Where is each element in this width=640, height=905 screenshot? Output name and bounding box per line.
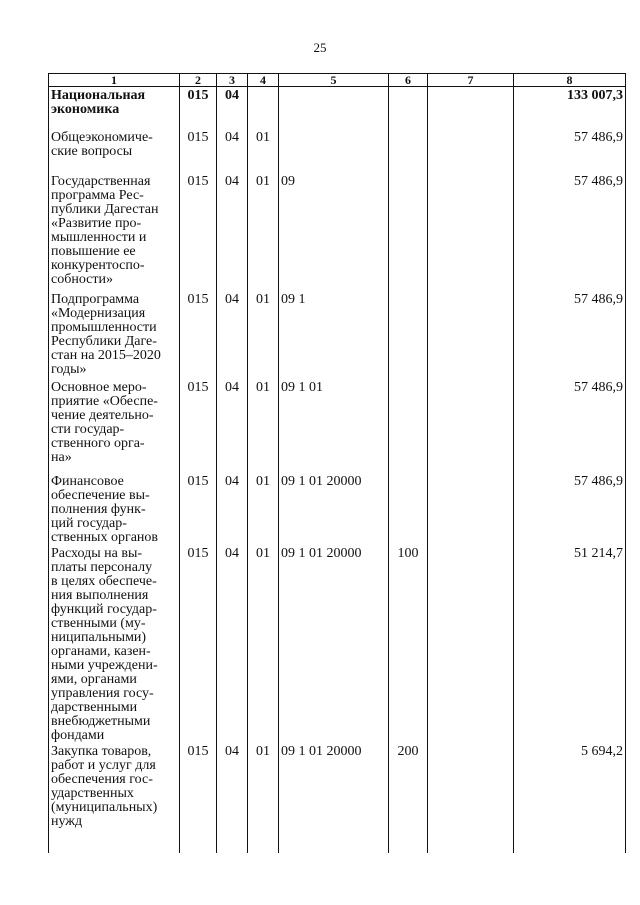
row-name-line: ственных органов [51,529,159,545]
column-header: 8 [514,74,626,87]
row-name-line: сти государ- [51,421,125,437]
row-name-line: Национальная [51,88,146,103]
row-name-line: Общеэкономиче- [51,129,153,145]
column-header: 5 [279,74,389,87]
column-header: 3 [217,74,248,87]
cell-c6 [389,173,428,291]
cell-c7 [428,173,514,291]
cell-c2: 015 [180,743,217,853]
row-name-line: обеспечения гос- [51,771,153,787]
cell-c2: 015 [180,473,217,545]
row-name-line: в целях обеспече- [51,573,157,589]
row-name-line: работ и услуг для [51,757,156,773]
cell-c8: 57 486,9 [514,473,626,545]
row-name-line: нужд [51,813,83,829]
cell-c2: 015 [180,291,217,379]
row-name-cell [49,379,180,473]
row-name-line: программа Рес- [51,187,144,203]
row-name-line: ственного орга- [51,435,145,451]
table-row [49,129,626,173]
row-name-line: органами, казен- [51,643,151,659]
column-header: 2 [180,74,217,87]
row-name-line: ния выполнения [51,587,149,603]
row-name-line: собности» [51,271,114,287]
row-name-line: Финансовое [51,473,124,489]
cell-c5: 09 1 [279,291,389,379]
cell-c6 [389,87,428,129]
cell-c3: 04 [217,129,248,173]
cell-c6 [389,379,428,473]
row-name-line: Республики Даге- [51,333,157,349]
cell-c4: 01 [248,379,279,473]
row-name-line: Расходы на вы- [51,545,143,561]
table-row [49,743,626,853]
cell-c3: 04 [217,87,248,129]
row-name-cell [49,173,180,291]
cell-c5: 09 1 01 20000 [279,473,389,545]
row-name-line: Основное меро- [51,379,147,395]
cell-c6 [389,291,428,379]
cell-c2: 015 [180,379,217,473]
row-name-line: ударственных [51,785,134,801]
row-name-line: полнения функ- [51,501,146,517]
cell-c7 [428,473,514,545]
cell-c2: 015 [180,545,217,743]
cell-c8: 5 694,2 [514,743,626,853]
row-name-line: ями, органами [51,671,137,687]
cell-c3: 04 [217,545,248,743]
row-name-line: внебюджетными [51,713,151,729]
cell-c3: 04 [217,291,248,379]
cell-c7 [428,129,514,173]
table-row [49,87,626,129]
table-row [49,291,626,379]
cell-c8: 57 486,9 [514,129,626,173]
cell-c3: 04 [217,473,248,545]
cell-c7 [428,743,514,853]
row-name-line: Закупка товаров, [51,743,152,759]
row-name-line: ными учреждени- [51,657,158,673]
table-row [49,173,626,291]
row-name-line: ские вопросы [51,143,133,159]
cell-c7 [428,379,514,473]
row-name-line: публики Дагестан [51,201,159,217]
row-name-line: (муниципальных) [51,799,158,815]
cell-c8: 57 486,9 [514,379,626,473]
cell-c2: 015 [180,173,217,291]
cell-c5: 09 1 01 20000 [279,743,389,853]
row-name-line: «Развитие про- [51,215,142,231]
row-name-cell [49,473,180,545]
cell-c3: 04 [217,173,248,291]
row-name-cell [49,743,180,853]
cell-c3: 04 [217,743,248,853]
cell-c5 [279,129,389,173]
row-name-line: управления госу- [51,685,154,701]
row-name-line: дарственными [51,699,138,715]
row-name-line: Подпрограмма [51,291,140,307]
cell-c3: 04 [217,379,248,473]
cell-c4: 01 [248,743,279,853]
row-name-line: ственными (му- [51,615,146,631]
cell-c7 [428,87,514,129]
cell-c2: 015 [180,129,217,173]
row-name-cell [49,129,180,173]
row-name-line: приятие «Обеспе- [51,393,158,409]
cell-c6: 200 [389,743,428,853]
row-name-line: мышленности и [51,229,147,245]
table-row [49,545,626,743]
cell-c4: 01 [248,545,279,743]
cell-c4: 01 [248,291,279,379]
row-name-line: ниципальными) [51,629,147,645]
row-name-line: стан на 2015–2020 [51,347,161,363]
row-name-line: платы персоналу [51,559,153,575]
cell-c8: 133 007,3 [514,87,626,129]
page-number: 25 [313,40,327,55]
column-header: 4 [248,74,279,87]
row-name-cell [49,545,180,743]
row-name-line: ций государ- [51,515,127,531]
cell-c5 [279,87,389,129]
row-name-line: Государственная [51,173,151,189]
cell-c5: 09 1 01 20000 [279,545,389,743]
row-name-line: чение деятельно- [51,407,154,423]
cell-c2: 015 [180,87,217,129]
cell-c6 [389,473,428,545]
row-name-line: конкурентоспо- [51,257,145,273]
cell-c4 [248,87,279,129]
table-row [49,379,626,473]
row-name-line: повышение ее [51,243,136,259]
column-header: 6 [389,74,428,87]
cell-c7 [428,291,514,379]
cell-c8: 57 486,9 [514,173,626,291]
cell-c6: 100 [389,545,428,743]
row-name-line: «Модернизация [51,305,146,321]
table-row [49,473,626,545]
row-name-line: фондами [51,727,105,743]
row-name-line: на» [51,449,72,465]
row-name-line: экономика [51,102,120,117]
cell-c5: 09 [279,173,389,291]
cell-c4: 01 [248,173,279,291]
cell-c8: 57 486,9 [514,291,626,379]
cell-c8: 51 214,7 [514,545,626,743]
column-header: 7 [428,74,514,87]
row-name-line: функций государ- [51,601,157,617]
column-header: 1 [49,74,180,87]
cell-c5: 09 1 01 [279,379,389,473]
row-name-cell [49,291,180,379]
row-name-cell [49,87,180,129]
budget-table [48,73,626,853]
cell-c7 [428,545,514,743]
cell-c4: 01 [248,473,279,545]
cell-c6 [389,129,428,173]
row-name-line: обеспечение вы- [51,487,150,503]
cell-c4: 01 [248,129,279,173]
row-name-line: промышленности [51,319,157,335]
column-header-row [49,74,626,87]
row-name-line: годы» [51,361,87,377]
table-body [49,87,626,853]
